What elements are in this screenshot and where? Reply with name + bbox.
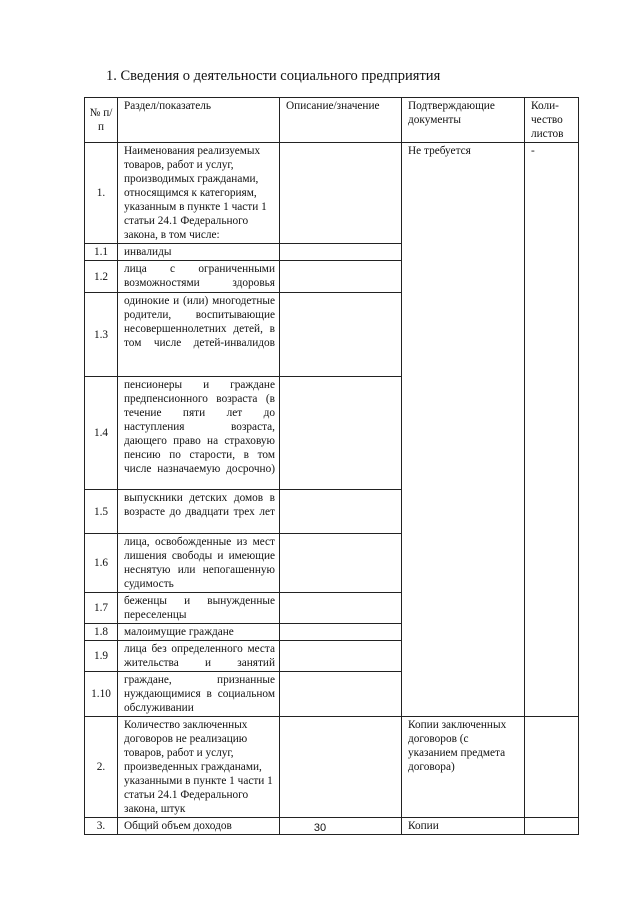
row-sheets: -	[525, 143, 579, 717]
row-num: 1.1	[85, 244, 118, 261]
row-num: 1.4	[85, 377, 118, 490]
section-heading: 1. Сведения о деятельности социального предприятия	[106, 68, 441, 84]
row-section: пенсионеры и граждане предпенсионного возраста (в течение пяти лет до наступления возраста, дающего право на страховую пенсию по старости, в том числе назначаемую досрочно)	[118, 377, 280, 490]
row-value-cell[interactable]	[280, 244, 402, 261]
row-value-cell[interactable]	[280, 624, 402, 641]
row-sheets-cell[interactable]	[525, 717, 579, 818]
row-value-cell[interactable]	[280, 672, 402, 717]
page-number: 30	[313, 822, 327, 834]
row-section: лица без определенного места жительства и занятий	[118, 641, 280, 672]
row-value-cell[interactable]	[280, 377, 402, 490]
row-num: 1.5	[85, 490, 118, 534]
row-section: одинокие и (или) многодетные родители, воспитывающие несовершеннолетних детей, в том числе детей-инвалидов	[118, 293, 280, 377]
row-value-cell[interactable]	[280, 641, 402, 672]
row-num: 1.7	[85, 593, 118, 624]
row-num: 1.	[85, 143, 118, 244]
row-value-cell[interactable]	[280, 490, 402, 534]
row-section: инвалиды	[118, 244, 280, 261]
row-num: 1.9	[85, 641, 118, 672]
row-num: 1.2	[85, 261, 118, 293]
table-row	[85, 717, 579, 818]
social-enterprise-table	[84, 97, 579, 835]
row-value-cell[interactable]	[280, 717, 402, 818]
col-header-documents: Подтверждающие документы	[402, 98, 525, 143]
table-header-row	[85, 98, 579, 143]
row-section: Наименования реализуемых товаров, работ и услуг, производимых гражданами, относящимся к категориям, указанным в пункте 1 части 1 статьи 24.1 Федерального закона, в том числе:	[118, 143, 280, 244]
row-num: 1.3	[85, 293, 118, 377]
row-value-cell[interactable]	[280, 534, 402, 593]
row-section: малоимущие граждане	[118, 624, 280, 641]
row-section: лица с ограниченными возможностями здоровья	[118, 261, 280, 293]
row-num: 1.10	[85, 672, 118, 717]
row-documents: Не требуется	[402, 143, 525, 717]
row-num: 1.6	[85, 534, 118, 593]
col-header-sheets: Коли-чество листов	[525, 98, 579, 143]
row-section: Количество заключенных договоров не реализацию товаров, работ и услуг, произведенных гражданами, указанными в пункте 1 части 1 статьи 24.1 Федерального закона, штук	[118, 717, 280, 818]
col-header-num: № п/п	[85, 98, 118, 143]
table-row	[85, 143, 579, 244]
col-header-section: Раздел/показатель	[118, 98, 280, 143]
row-section: граждане, признанные нуждающимися в социальном обслуживании	[118, 672, 280, 717]
row-documents: Копии заключенных договоров (с указанием предмета договора)	[402, 717, 525, 818]
row-section: беженцы и вынужденные переселенцы	[118, 593, 280, 624]
row-section: выпускники детских домов в возрасте до двадцати трех лет	[118, 490, 280, 534]
row-value-cell[interactable]	[280, 293, 402, 377]
row-value-cell[interactable]	[280, 261, 402, 293]
row-num: 2.	[85, 717, 118, 818]
row-section: лица, освобожденные из мест лишения свободы и имеющие неснятую или непогашенную судимость	[118, 534, 280, 593]
row-num: 3.	[85, 818, 118, 835]
col-header-description: Описание/значение	[280, 98, 402, 143]
row-value-cell[interactable]	[280, 143, 402, 244]
row-num: 1.8	[85, 624, 118, 641]
row-section: Общий объем доходов	[118, 818, 280, 835]
row-value-cell[interactable]	[280, 593, 402, 624]
row-documents: Копии	[402, 818, 525, 835]
